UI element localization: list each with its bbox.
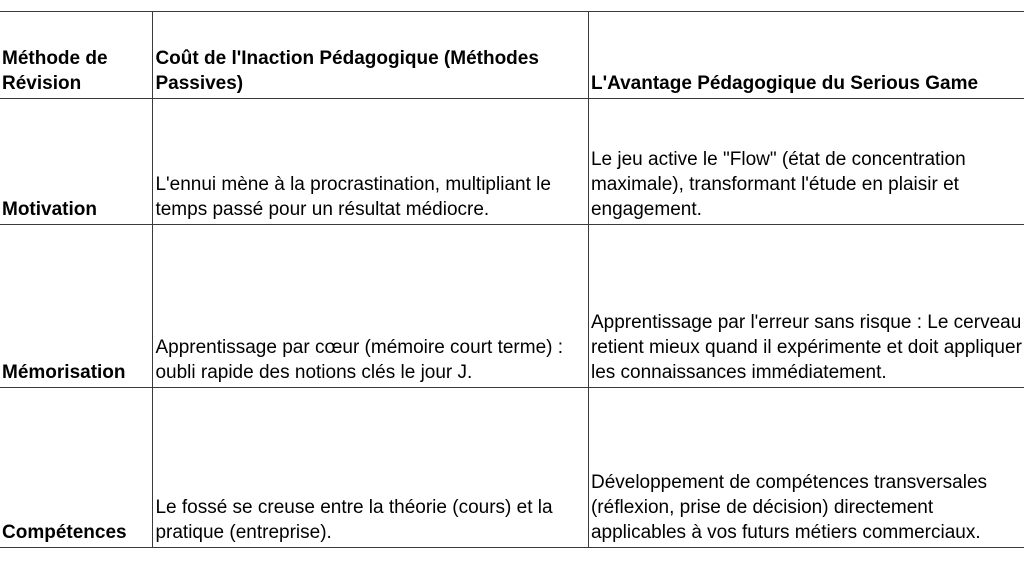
table-row-motivation xyxy=(0,99,1024,225)
cost-cell-memorisation: Apprentissage par cœur (mémoire court terme) : oubli rapide des notions clés le jour J. xyxy=(153,225,589,388)
header-cost: Coût de l'Inaction Pédagogique (Méthodes Passives) xyxy=(153,12,589,99)
row-label-competences: Compétences xyxy=(0,388,153,548)
advantage-cell-memorisation: Apprentissage par l'erreur sans risque : Le cerveau retient mieux quand il expérimente et doit appliquer les connaissances immédiatement. xyxy=(588,225,1024,388)
cost-cell-motivation: L'ennui mène à la procrastination, multipliant le temps passé pour un résultat médiocre. xyxy=(153,99,589,225)
header-method: Méthode de Révision xyxy=(0,12,153,99)
row-label-memorisation: Mémorisation xyxy=(0,225,153,388)
table-row-memorisation xyxy=(0,225,1024,388)
table-header-row xyxy=(0,12,1024,99)
table-row-competences xyxy=(0,388,1024,548)
cost-cell-competences: Le fossé se creuse entre la théorie (cours) et la pratique (entreprise). xyxy=(153,388,589,548)
advantage-cell-motivation: Le jeu active le "Flow" (état de concentration maximale), transformant l'étude en plaisir et engagement. xyxy=(588,99,1024,225)
row-label-motivation: Motivation xyxy=(0,99,153,225)
advantage-cell-competences: Développement de compétences transversales (réflexion, prise de décision) directement applicables à vos futurs métiers commerciaux. xyxy=(588,388,1024,548)
header-advantage: L'Avantage Pédagogique du Serious Game xyxy=(588,12,1024,99)
comparison-table xyxy=(0,11,1024,548)
